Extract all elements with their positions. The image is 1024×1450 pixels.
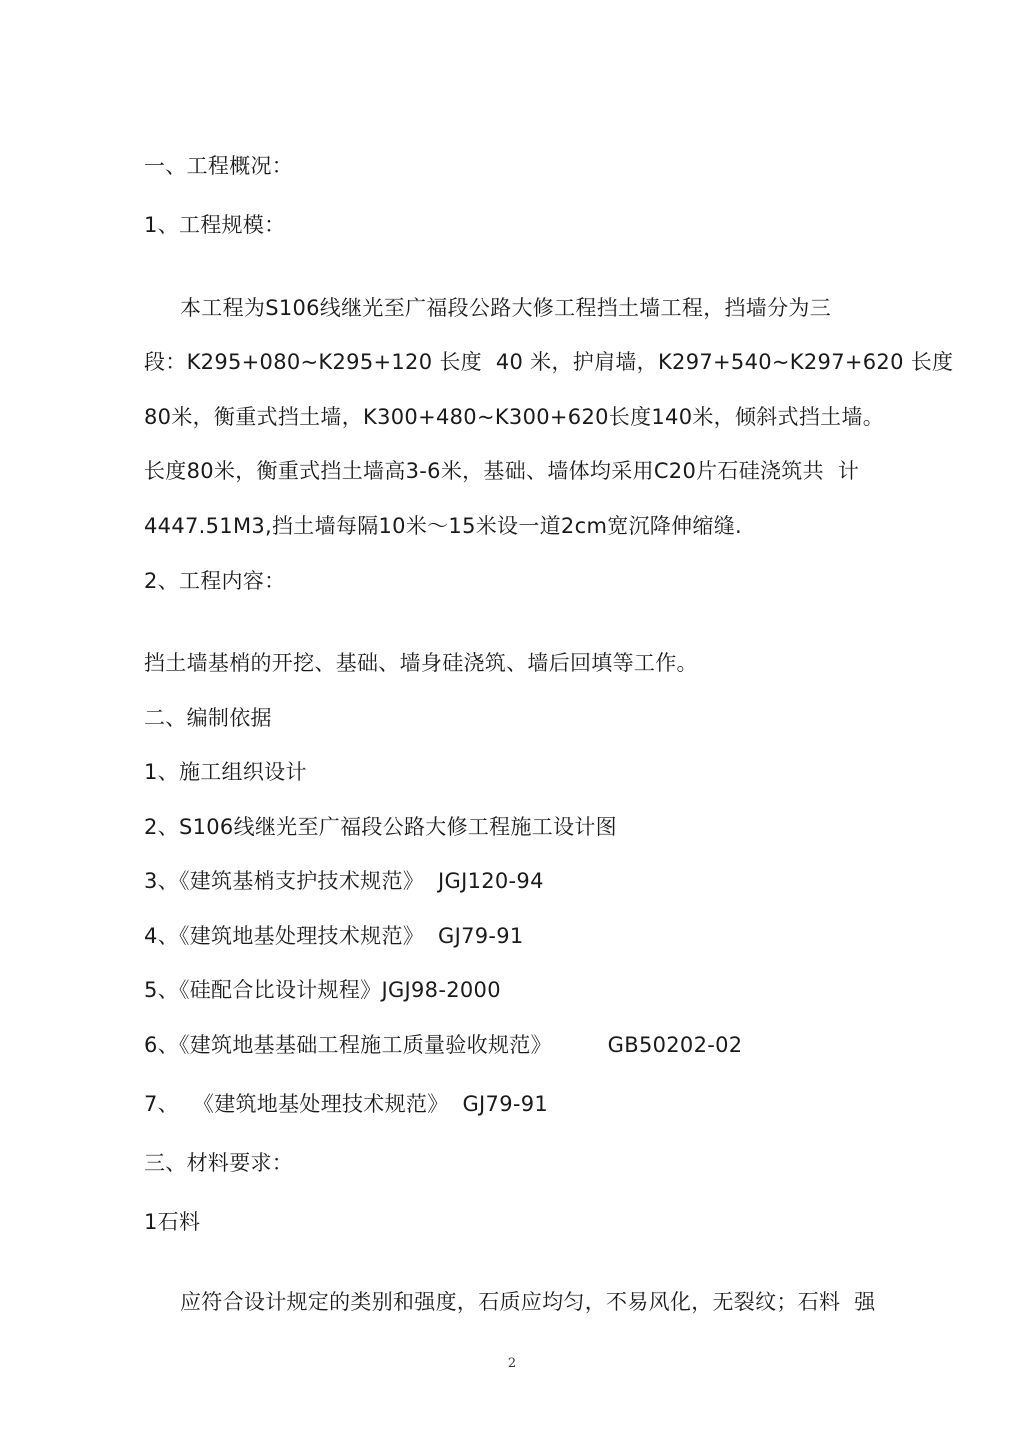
subheading-stone: 1石料 xyxy=(144,1210,201,1234)
page-number: 2 xyxy=(507,1356,517,1371)
paragraph-line: 应符合设计规定的类别和强度，石质应均匀，不易风化，无裂纹；石料 强 xyxy=(180,1290,876,1314)
subheading-scale: 1、工程规模： xyxy=(144,213,286,237)
paragraph-line: 段：K295+080~K295+120 长度 40 米，护肩墙，K297+540~K297+620 长度 xyxy=(144,350,954,374)
section-heading-materials: 三、材料要求： xyxy=(144,1151,294,1175)
list-item: 1、施工组织设计 xyxy=(144,760,307,784)
subheading-content: 2、工程内容： xyxy=(144,569,286,593)
paragraph-line: 挡土墙基梢的开挖、基础、墙身硅浇筑、墙后回填等工作。 xyxy=(144,651,698,675)
list-item: 4、《建筑地基处理技术规范》 GJ79-91 xyxy=(144,924,524,948)
list-item: 3、《建筑基梢支护技术规范》 JGJ120-94 xyxy=(144,869,544,893)
paragraph-line: 80米，衡重式挡土墙，K300+480~K300+620长度140米，倾斜式挡土墙。 xyxy=(144,405,885,429)
section-heading-basis: 二、编制依据 xyxy=(144,706,272,730)
paragraph-line: 长度80米，衡重式挡土墙高3-6米，基础、墙体均采用C20片石硅浇筑共 计 xyxy=(144,459,860,483)
paragraph-line: 4447.51M3,挡土墙每隔10米〜15米设一道2cm宽沉降伸缩缝. xyxy=(144,514,742,538)
list-item: 6、《建筑地基基础工程施工质量验收规范》 GB50202-02 xyxy=(144,1033,743,1057)
list-item: 7、 《建筑地基处理技术规范》 GJ79-91 xyxy=(144,1092,549,1116)
list-item: 2、S106线继光至广福段公路大修工程施工设计图 xyxy=(144,815,617,839)
list-item: 5、《硅配合比设计规程》JGJ98-2000 xyxy=(144,978,501,1002)
section-heading-overview: 一、工程概况： xyxy=(144,154,294,178)
paragraph-line: 本工程为S106线继光至广福段公路大修工程挡土墙工程，挡墙分为三 xyxy=(180,296,832,320)
